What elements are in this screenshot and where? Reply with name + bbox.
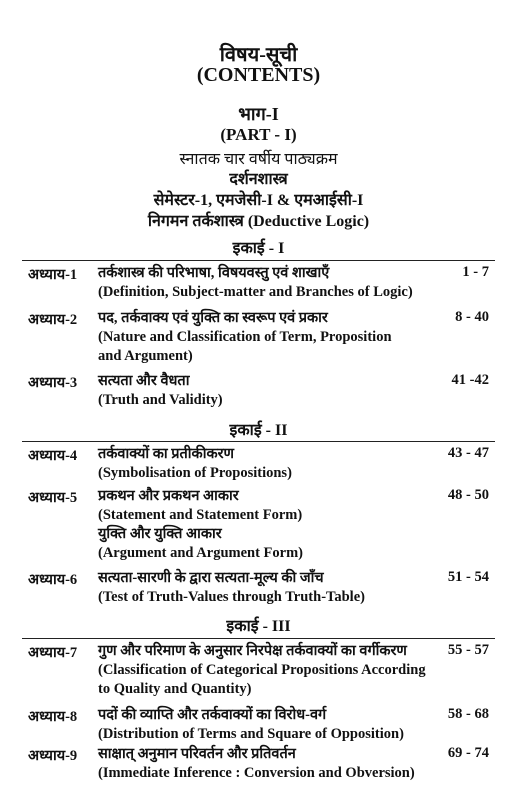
- divider: [22, 441, 495, 442]
- chapter-number: अध्याय-6: [28, 572, 78, 588]
- page-range: 58 - 68: [447, 706, 489, 722]
- chapter-title: साक्षात् अनुमान परिवर्तन और प्रतिवर्तन (Immediate Inference : Conversion and Obversion): [98, 746, 415, 781]
- page-range: 41 -42: [451, 372, 489, 388]
- chapter-number: अध्याय-1: [28, 267, 78, 283]
- page-range: 51 - 54: [447, 569, 489, 585]
- part-heading-hindi: भाग-I: [238, 104, 279, 124]
- chapter-title: तर्कशास्त्र की परिभाषा, विषयवस्तु एवं शाखाएँ (Definition, Subject-matter and Branches of Logic): [98, 265, 413, 300]
- course-line: स्नातक चार वर्षीय पाठ्यक्रम: [179, 151, 338, 168]
- part-heading-english: (PART - I): [220, 125, 297, 144]
- unit-heading-1: इकाई - I: [232, 240, 285, 257]
- unit-heading-3: इकाई - III: [226, 618, 291, 635]
- chapter-title: पदों की व्याप्ति और तर्कवाक्यों का विरोध-वर्ग (Distribution of Terms and Square of Opposition): [98, 707, 404, 742]
- page-range: 8 - 40: [455, 309, 489, 325]
- semester-line: सेमेस्टर-1, एमजेसी-I & एमआईसी-I: [153, 192, 364, 209]
- chapter-number: अध्याय-8: [28, 709, 78, 725]
- unit-heading-2: इकाई - II: [229, 422, 288, 439]
- contents-title-hindi: विषय-सूची: [219, 44, 298, 66]
- chapter-number: अध्याय-2: [28, 312, 78, 328]
- chapter-title: पद, तर्कवाक्य एवं युक्ति का स्वरूप एवं प्रकार (Nature and Classification of Term, Proposition and Argument): [98, 310, 392, 364]
- page-range: 1 - 7: [462, 264, 489, 280]
- paper-line: निगमन तर्कशास्त्र (Deductive Logic): [147, 213, 370, 230]
- subject-line: दर्शनशास्त्र: [229, 171, 288, 188]
- divider: [22, 260, 495, 261]
- chapter-number: अध्याय-9: [28, 748, 78, 764]
- page-range: 69 - 74: [447, 745, 489, 761]
- chapter-title: सत्यता-सारणी के द्वारा सत्यता-मूल्य की जाँच (Test of Truth-Values through Truth-Table): [98, 570, 365, 605]
- chapter-number: अध्याय-5: [28, 490, 78, 506]
- page-range: 48 - 50: [447, 487, 489, 503]
- chapter-title: सत्यता और वैधता (Truth and Validity): [98, 373, 223, 408]
- divider: [22, 638, 495, 639]
- contents-title-english: (CONTENTS): [196, 64, 321, 86]
- chapter-number: अध्याय-7: [28, 645, 78, 661]
- chapter-title: तर्कवाक्यों का प्रतीकीकरण (Symbolisation of Propositions): [98, 446, 292, 481]
- page-range: 43 - 47: [447, 445, 489, 461]
- page-range: 55 - 57: [447, 642, 489, 658]
- chapter-title: प्रकथन और प्रकथन आकार (Statement and Statement Form) युक्ति और युक्ति आकार (Argument and Argument Form): [98, 488, 303, 561]
- chapter-number: अध्याय-4: [28, 448, 78, 464]
- chapter-number: अध्याय-3: [28, 375, 78, 391]
- chapter-title: गुण और परिमाण के अनुसार निरपेक्ष तर्कवाक्यों का वर्गीकरण (Classification of Categorical Propositions According to Quality and Quantity): [98, 643, 426, 697]
